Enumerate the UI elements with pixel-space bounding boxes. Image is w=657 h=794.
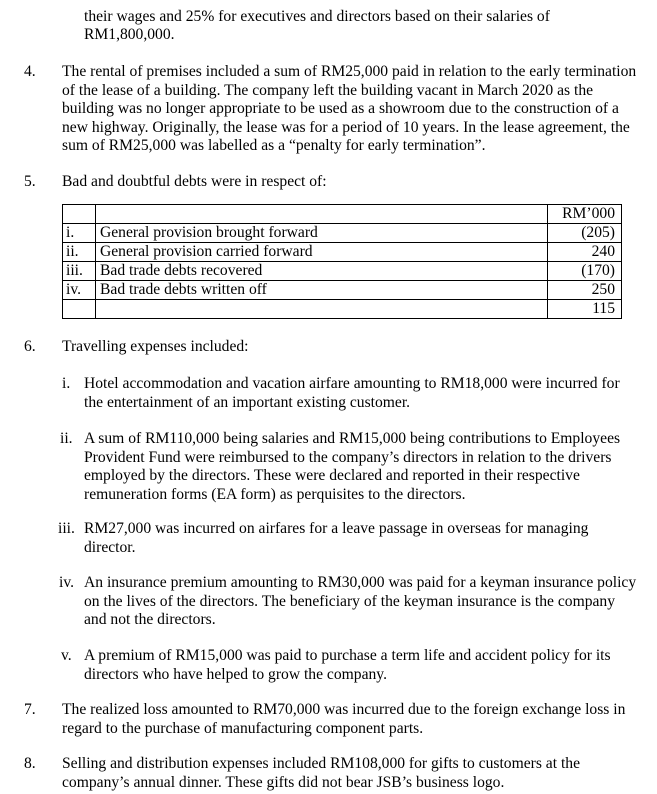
subitem-number: i.	[62, 375, 71, 392]
subitem-text: Hotel accommodation and vacation airfare amounting to RM18,000 were incurred for the entertainment of an important existing customer.	[84, 375, 620, 411]
item-7-number: 7.	[24, 701, 36, 718]
item-8-number: 8.	[24, 755, 36, 772]
table-total-row	[63, 300, 622, 319]
subitem-text: RM27,000 was incurred on airfares for a leave passage in overseas for managing director.	[84, 520, 589, 556]
item-7-text: The realized loss amounted to RM70,000 was incurred due to the foreign exchange loss in regard to the purchase of manufacturing component parts.	[62, 701, 626, 737]
table-cell	[63, 205, 96, 224]
row-description: Bad trade debts recovered	[96, 262, 548, 281]
subitem-text: A sum of RM110,000 being salaries and RM15,000 being contributions to Employees Provident Fund were reimbursed to the company’s directors in relation to the drivers employed by the directors. These were declared and reported in their respective remuneration forms (EA form) as perquisites to the directors.	[84, 430, 621, 503]
subitem-text: An insurance premium amounting to RM30,000 was paid for a keyman insurance policy on the lives of the directors. The beneficiary of the keyman insurance is the company and not the directors.	[84, 574, 637, 629]
row-description: Bad trade debts written off	[96, 281, 548, 300]
item-6-number: 6.	[24, 338, 36, 355]
total-amount: 115	[548, 300, 622, 319]
subitem-number: ii.	[60, 430, 73, 447]
subitem-text: A premium of RM15,000 was paid to purchase a term life and accident policy for its directors who have helped to grow the company.	[84, 647, 611, 683]
table-cell	[63, 300, 96, 319]
intro-line-1: their wages and 25% for executives and directors based on their salaries of	[84, 8, 550, 25]
table-row	[63, 243, 622, 262]
item-6-text: Travelling expenses included:	[62, 338, 249, 355]
bad-debts-table	[62, 204, 622, 319]
row-number: i.	[63, 224, 96, 243]
row-description: General provision carried forward	[96, 243, 548, 262]
row-amount: 250	[548, 281, 622, 300]
table-cell	[96, 205, 548, 224]
row-description: General provision brought forward	[96, 224, 548, 243]
row-number: ii.	[63, 243, 96, 262]
unit-header: RM’000	[548, 205, 622, 224]
subitem-number: iii.	[58, 520, 75, 537]
row-amount: (205)	[548, 224, 622, 243]
item-5-number: 5.	[24, 173, 36, 190]
item-8-text: Selling and distribution expenses included RM108,000 for gifts to customers at the company’s annual dinner. These gifts did not bear JSB’s business logo.	[62, 755, 580, 791]
subitem-number: iv.	[59, 574, 75, 591]
row-number: iv.	[63, 281, 96, 300]
row-amount: 240	[548, 243, 622, 262]
table-cell	[96, 300, 548, 319]
row-number: iii.	[63, 262, 96, 281]
table-row	[63, 281, 622, 300]
item-4-text: The rental of premises included a sum of RM25,000 paid in relation to the early termination of the lease of a building. The company left the building vacant in March 2020 as the building was no longer appropriate to be used as a showroom due to the construction of a new highway. Originally, the lease was for a period of 10 years. In the lease agreement, the sum of RM25,000 was labelled as a “penalty for early termination”.	[62, 63, 637, 155]
table-row	[63, 262, 622, 281]
item-5-text: Bad and doubtful debts were in respect of:	[62, 173, 327, 190]
row-amount: (170)	[548, 262, 622, 281]
subitem-number: v.	[61, 647, 72, 664]
item-4-number: 4.	[24, 63, 36, 80]
intro-line-2: RM1,800,000.	[84, 26, 175, 43]
table-row	[63, 224, 622, 243]
table-header-row	[63, 205, 622, 224]
